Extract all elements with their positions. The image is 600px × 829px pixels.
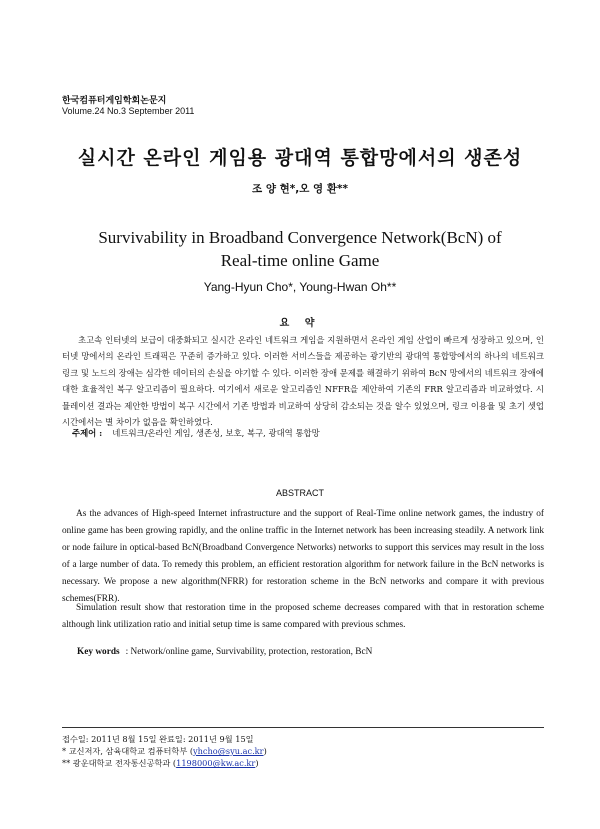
keywords-english bbox=[77, 647, 372, 657]
title-english-line1: Survivability in Broadband Convergence Network(BcN) of bbox=[98, 228, 502, 247]
keywords-english-text: : Network/online game, Survivability, protection, restoration, BcN bbox=[125, 647, 373, 657]
abstract-korean-heading: 요 약 bbox=[279, 318, 321, 329]
journal-volume: Volume.24 No.3 September 2011 bbox=[62, 106, 195, 116]
abstract-english-p1: As the advances of High-speed Internet infrastructure and the support of Real-Time online network games, the industry of online game has been growing rapidly, and the online traffic in the Internet network has been increasing steadily. A network link or node failure in optical-based BcN(Broadband Convergence Networks) networks to support this services may result in the loss of a large number of data. To remedy this problem, an efficient restoration algorithm for network failure in the BcN networks is necessary. We propose a new algorithm(NFRR) for restoration scheme in the BcN networks and compare it with previous schemes(FRR). bbox=[62, 509, 544, 605]
abstract-english-p2: Simulation result show that restoration time in the proposed scheme decreases compared with that in restoration scheme although link utilization ratio and initial setup time is same compared with previous schmes. bbox=[62, 603, 544, 631]
keywords-korean bbox=[72, 427, 320, 439]
abstract-korean: 초고속 인터넷의 보급이 대중화되고 실시간 온라인 네트워크 게임을 지원하면서 온라인 게임 산업이 빠르게 성장하고 있으며, 인터넷 망에서의 온라인 트래픽은 꾸준히 증가하고 있다. 이러한 서비스들을 제공하는 광기반의 광대역 통합망에서의 하나의 네트워크 링크 및 노드의 장애는 심각한 데이터의 손실을 야기할 수 있다. 이러한 장애 문제를 해결하기 위하여 BcN 망에서의 네트워크 장애에 대한 효율적인 복구 알고리즘이 필요하다. 여기에서 새로운 알고리즘인 NFFR을 제안하여 기존의 FRR 알고리즘과 비교하였다. 시뮬레이션 결과는 제안한 방법이 복구 시간에서 기존 방법과 비교하여 상당히 감소되는 것을 알수 있었으며, 링크 이용율 및 초기 셋업 시간에서는 별 차이가 없음을 확인하였다. bbox=[62, 335, 544, 428]
author1-email-link[interactable]: yhcho@syu.ac.kr bbox=[193, 746, 264, 756]
footnote-author2-affiliation: ** 광운대학교 전자통신공학과 ( bbox=[62, 758, 177, 768]
journal-header bbox=[62, 95, 194, 117]
footnote-author1-close: ) bbox=[263, 746, 267, 756]
authors-english: Yang-Hyun Cho*, Young-Hwan Oh** bbox=[203, 280, 397, 294]
title-english-line2: Real-time online Game bbox=[220, 251, 380, 270]
footnote-author1-affiliation: * 교신저자, 삼육대학교 컴퓨터학부 ( bbox=[62, 746, 194, 756]
abstract-english-heading: ABSTRACT bbox=[275, 488, 324, 498]
keywords-korean-label: 주제어 : bbox=[72, 428, 103, 438]
author2-email-link[interactable]: 1198000@kw.ac.kr bbox=[176, 758, 256, 768]
footnote-author2 bbox=[62, 757, 259, 769]
footnote-author2-close: ) bbox=[255, 758, 259, 768]
authors-korean: 조 양 현*,오 영 환** bbox=[252, 183, 348, 195]
journal-name: 한국컴퓨터게임학회논문지 bbox=[62, 95, 167, 105]
footnote-author1 bbox=[62, 745, 267, 757]
footnote-divider bbox=[62, 727, 544, 728]
footnote-dates: 접수일: 2011년 8월 15일 완료일: 2011년 9월 15일 bbox=[62, 734, 254, 744]
title-english bbox=[0, 226, 600, 272]
title-korean: 실시간 온라인 게임용 광대역 통합망에서의 생존성 bbox=[77, 147, 523, 169]
keywords-korean-text: 네트워크/온라인 게임, 생존성, 보호, 복구, 광대역 통합망 bbox=[112, 428, 320, 438]
keywords-english-label: Key words bbox=[77, 647, 120, 657]
